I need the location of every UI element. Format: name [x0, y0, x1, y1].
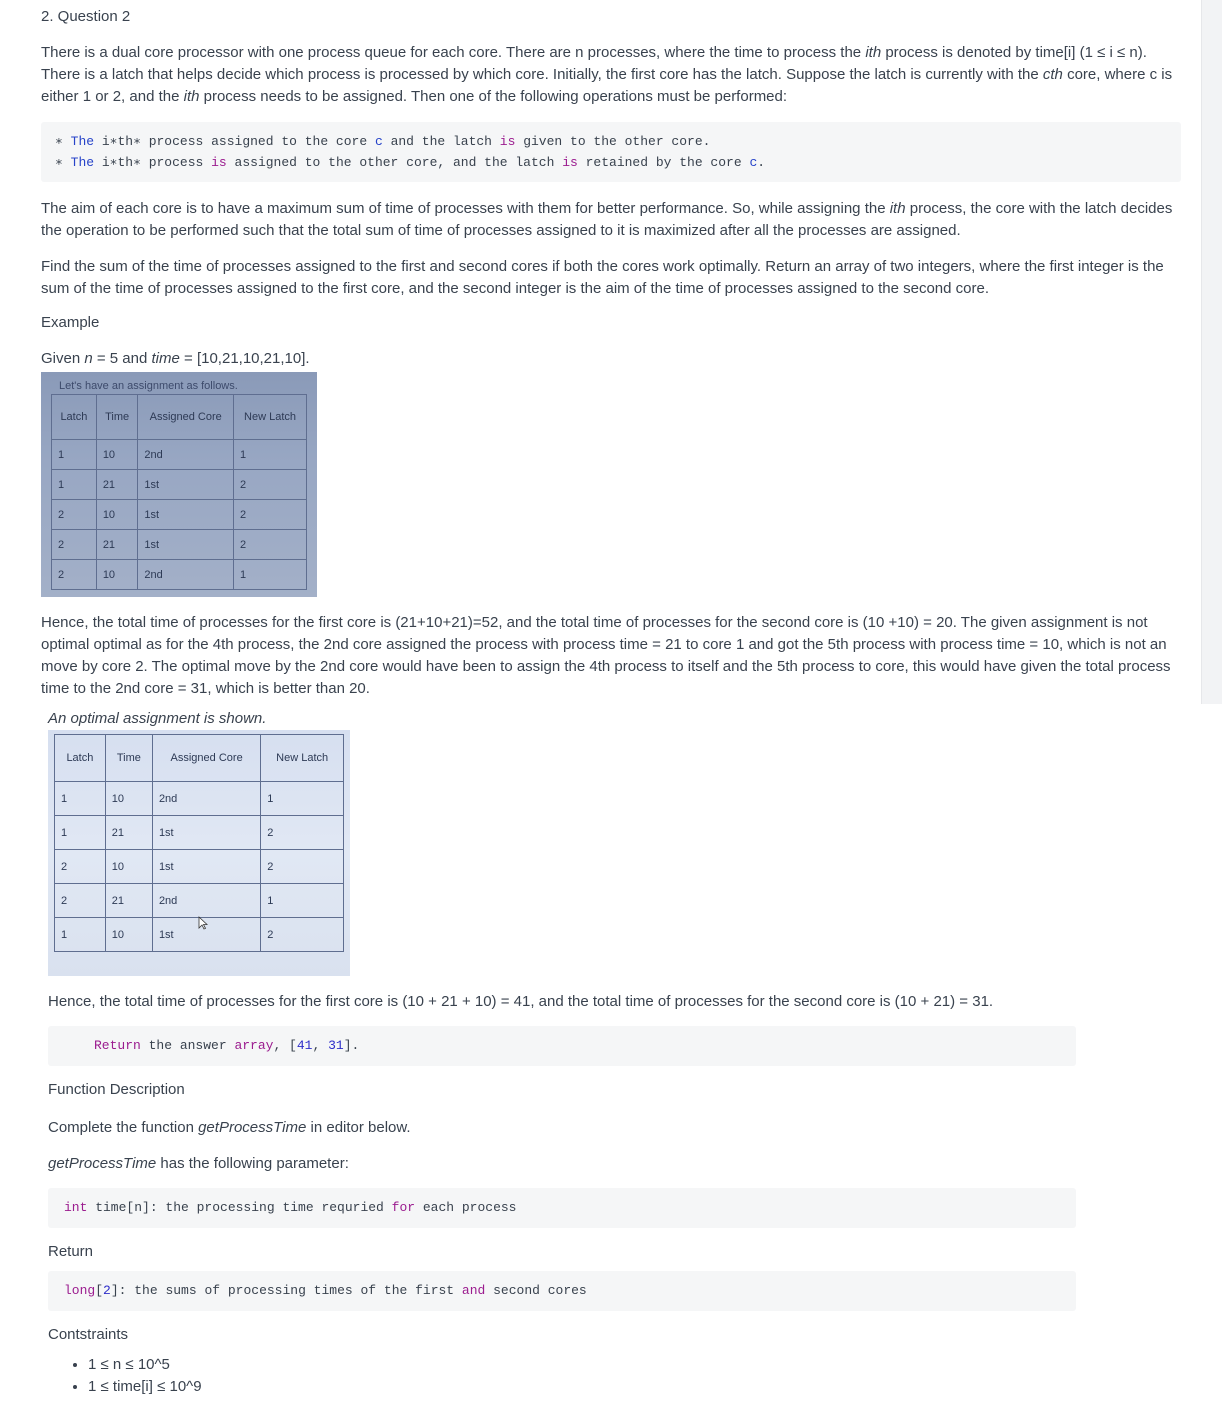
cell: 2: [52, 500, 97, 530]
cell: 2: [234, 500, 307, 530]
cell: 10: [96, 440, 138, 470]
cell: 2: [234, 530, 307, 560]
code-token: 2: [103, 1283, 111, 1298]
given-time: time: [151, 350, 180, 367]
cell: 1: [55, 918, 106, 952]
operations-code-block: [41, 122, 1181, 182]
given-mid: = 5 and: [92, 350, 152, 367]
code-token: c: [374, 134, 383, 149]
code-token: the answer: [140, 1038, 235, 1053]
code-token: , [: [273, 1038, 297, 1053]
page-scrollbar[interactable]: [1201, 0, 1222, 704]
intro-cth: cth: [1042, 66, 1063, 83]
code-token: is: [562, 155, 578, 170]
code-token: and: [461, 1283, 486, 1298]
intro-text-b: process is denoted by time[i] (1 ≤ i ≤ n). There is a latch that helps decide which process is processed by which core. Initially, the first core has the latch. Suppose the latch is currently with the: [41, 44, 1147, 83]
question-title: 2. Question 2: [41, 8, 131, 25]
table-row: [55, 782, 344, 816]
cell: 1: [55, 782, 106, 816]
code-token: given to the other core.: [515, 134, 711, 149]
code-token: Return: [94, 1038, 141, 1053]
intro-ith-2: ith: [183, 88, 200, 105]
header-time: Time: [105, 735, 152, 782]
aim-ith: ith: [889, 200, 906, 217]
code-token: time[n]: the processing time requried: [87, 1200, 392, 1215]
mouse-cursor-icon: [198, 916, 208, 930]
cell: 10: [96, 500, 138, 530]
header-assigned-core: Assigned Core: [138, 395, 234, 440]
code-token: ]: the sums of processing times of the first: [110, 1283, 462, 1298]
given-n: n: [84, 350, 93, 367]
constraint-item: • 1 ≤ time[i] ≤ 10^9: [88, 1376, 202, 1398]
parameter-text: [48, 1153, 349, 1175]
function-description-heading: Function Description: [48, 1081, 185, 1098]
cell: 2: [52, 530, 97, 560]
code-token: ∗: [55, 155, 71, 170]
header-new-latch: New Latch: [261, 735, 344, 782]
cell: 1: [261, 884, 344, 918]
return-code-line: [94, 1038, 359, 1053]
given-line: [41, 350, 310, 367]
intro-text-c: core, where c is either 1 or 2, and the: [41, 66, 1173, 105]
cell: 2: [261, 918, 344, 952]
constraints-list: [48, 1354, 202, 1398]
table-row: [52, 500, 307, 530]
table-row: [52, 560, 307, 590]
code-token: for: [391, 1200, 416, 1215]
cell: 2: [52, 560, 97, 590]
cell: 1: [234, 560, 307, 590]
cell: 1st: [152, 918, 260, 952]
code-token: 41: [296, 1038, 313, 1053]
constraints-heading: Contstraints: [48, 1326, 129, 1343]
aim-text-b: process, the core with the latch decides the operation to be performed such that the total sum of time of processes assigned to it is maximized after all the processes are assigned.: [41, 200, 1173, 239]
cell: 10: [96, 560, 138, 590]
cell: 1: [234, 440, 307, 470]
cell: 1st: [152, 850, 260, 884]
param-post: has the following parameter:: [156, 1155, 349, 1172]
code-token: is: [211, 155, 227, 170]
parameter-code-line: [64, 1200, 516, 1215]
code-token: The: [70, 134, 95, 149]
optimal-caption: An optimal assignment is shown.: [48, 710, 267, 727]
table-row: [52, 470, 307, 500]
operation-line-2: [55, 155, 765, 170]
function-name: getProcessTime: [48, 1155, 157, 1172]
table-row: [55, 850, 344, 884]
cell: 2nd: [152, 782, 260, 816]
cell: 1st: [138, 530, 234, 560]
table-row: [55, 816, 344, 850]
code-token: retained by the core: [577, 155, 750, 170]
cell: 2: [55, 850, 106, 884]
cell: 21: [96, 470, 138, 500]
intro-paragraph: [41, 42, 1181, 108]
code-token: .: [757, 155, 766, 170]
cell: 2: [55, 884, 106, 918]
cell: 1st: [138, 470, 234, 500]
cell: 2: [261, 816, 344, 850]
code-token: ∗: [55, 134, 71, 149]
code-token: int: [64, 1200, 88, 1215]
code-token: second cores: [485, 1283, 587, 1298]
return-type-code-line: [64, 1283, 587, 1298]
header-latch: Latch: [52, 395, 97, 440]
complete-function-text: [48, 1117, 411, 1139]
header-assigned-core: Assigned Core: [152, 735, 260, 782]
aim-paragraph: [41, 198, 1181, 242]
return-code-block: [48, 1026, 1076, 1066]
intro-ith: ith: [865, 44, 882, 61]
cell: 2nd: [152, 884, 260, 918]
code-token: long: [64, 1283, 96, 1298]
table-row: [52, 530, 307, 560]
cell: 1: [55, 816, 106, 850]
code-token: is: [499, 134, 516, 149]
operation-line-1: [55, 134, 710, 149]
code-token: [: [95, 1283, 104, 1298]
hence-paragraph-2: Hence, the total time of processes for the first core is (10 + 21 + 10) = 41, and the total time of processes for the second core is (10 + 21) = 31.: [48, 993, 994, 1010]
cell: 21: [105, 884, 152, 918]
cell: 2: [234, 470, 307, 500]
code-token: 31: [328, 1038, 344, 1053]
cell: 10: [105, 918, 152, 952]
return-heading: Return: [48, 1243, 94, 1260]
cell: 2nd: [138, 560, 234, 590]
code-token: assigned to the other core, and the latch: [226, 155, 563, 170]
code-token: array: [234, 1038, 274, 1053]
code-token: and the latch: [382, 134, 500, 149]
header-time: Time: [96, 395, 138, 440]
table-row: [55, 884, 344, 918]
code-token: c: [749, 155, 758, 170]
cell: 10: [105, 850, 152, 884]
header-new-latch: New Latch: [234, 395, 307, 440]
cell: 21: [105, 816, 152, 850]
constraint-item: • 1 ≤ n ≤ 10^5: [88, 1354, 202, 1376]
cell: 1: [52, 470, 97, 500]
cell: 21: [96, 530, 138, 560]
code-token: ,: [312, 1038, 329, 1053]
assignment-photo-2: [48, 730, 350, 976]
code-token: each process: [415, 1200, 517, 1215]
given-pre: Given: [41, 350, 85, 367]
cell: 1st: [138, 500, 234, 530]
header-latch: Latch: [55, 735, 106, 782]
cell: 1: [52, 440, 97, 470]
return-type-code-block: [48, 1271, 1076, 1311]
table-header-row: [52, 395, 307, 440]
code-token: i∗th∗ process assigned to the core: [94, 134, 375, 149]
example-heading: Example: [41, 314, 100, 331]
aim-text-a: The aim of each core is to have a maximum sum of time of processes with them for better performance. So, while assigning the: [41, 200, 890, 217]
parameter-code-block: [48, 1188, 1076, 1228]
hence-paragraph-1: Hence, the total time of processes for the first core is (21+10+21)=52, and the total time of processes for the second core is (10 +10) = 20. The given assignment is not optimal optimal as for the 4th process, the 2nd core assigned the process with process time = 21 to core 1 and got the 5th process with process time = 10, which is not an move by core 2. The optimal move by the 2nd core would have been to assign the 4th process to itself and the 5th process to core, this would have given the total process time to the 2nd core = 31, which is better than 20.: [41, 614, 1171, 697]
cell: 10: [105, 782, 152, 816]
intro-text-a: There is a dual core processor with one process queue for each core. There are n processes, where the time to process the: [41, 44, 866, 61]
given-post: = [10,21,10,21,10].: [179, 350, 310, 367]
complete-pre: Complete the function: [48, 1119, 199, 1136]
intro-text-d: process needs to be assigned. Then one of the following operations must be performed:: [199, 88, 788, 105]
cell: 2nd: [138, 440, 234, 470]
table-header-row: [55, 735, 344, 782]
function-name: getProcessTime: [198, 1119, 307, 1136]
find-paragraph: Find the sum of the time of processes assigned to the first and second cores if both the cores work optimally. Return an array of two integers, where the first integer is the sum of the time of processes assigned to the first core, and the second integer is the aim of the time of processes assigned to the second core.: [41, 258, 1164, 297]
photo1-caption: Let's have an assignment as follows.: [59, 380, 238, 392]
cell: 1st: [152, 816, 260, 850]
code-token: ].: [343, 1038, 360, 1053]
cell: 1: [261, 782, 344, 816]
assignment-table-1: [51, 394, 307, 590]
assignment-photo-1: [41, 372, 317, 597]
cell: 2: [261, 850, 344, 884]
code-token: i∗th∗ process: [94, 155, 212, 170]
table-row: [52, 440, 307, 470]
code-token: The: [70, 155, 95, 170]
complete-post: in editor below.: [306, 1119, 411, 1136]
